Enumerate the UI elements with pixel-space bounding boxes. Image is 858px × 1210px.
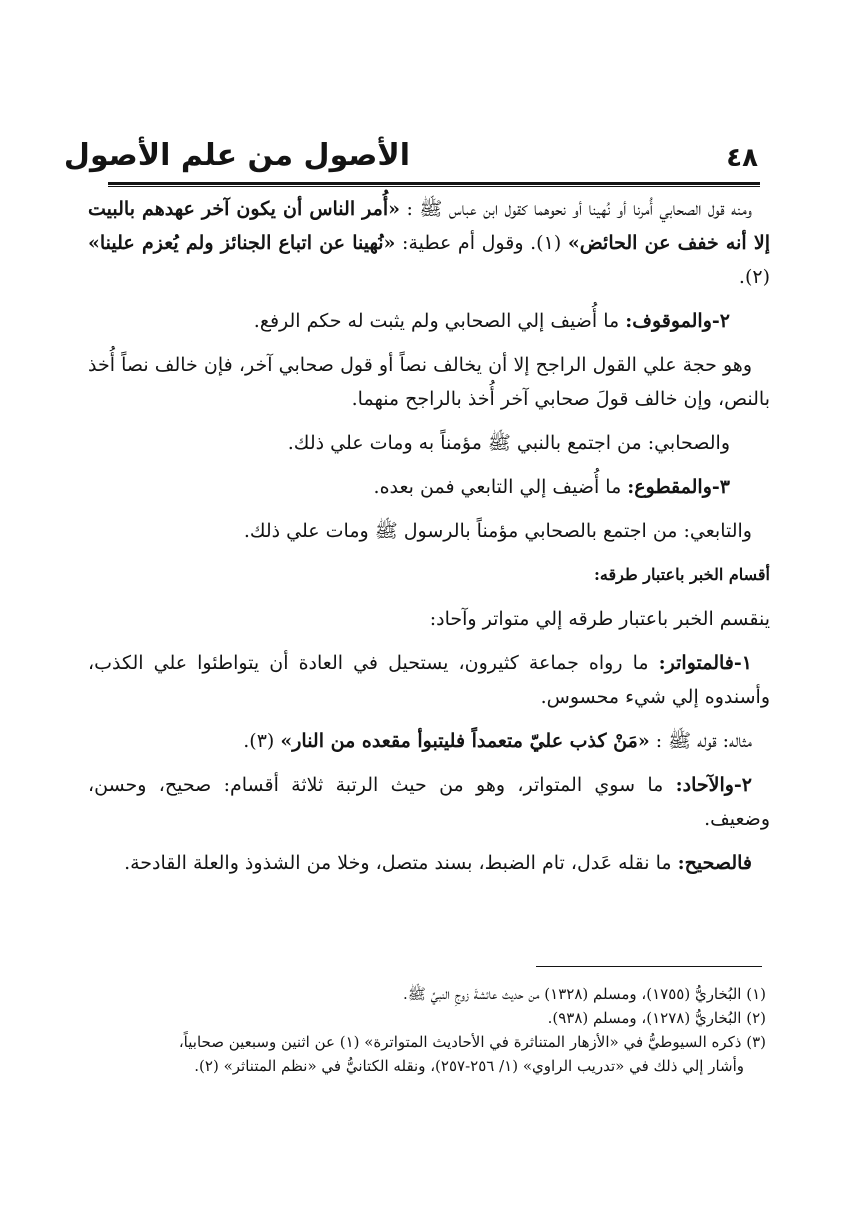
term-label: ٢-والآحاد: <box>675 774 752 796</box>
hadith-quote: «مَنْ كذب عليّ متعمداً فليتبوأ مقعده من النار» <box>280 730 650 752</box>
footnotes <box>90 982 766 1078</box>
paragraph-sahih: فالصحيح: ما نقله عَدل، تام الضبط، بسند متصل، وخلا من الشذوذ والعلة القادحة. <box>124 852 752 874</box>
paragraph-example: مثاله: قوله ﷺ : «مَنْ كذب عليّ متعمداً فليتبوأ مقعده من النار» (٣). <box>243 730 752 752</box>
term-label: ٢-والموقوف: <box>625 310 730 332</box>
main-text <box>88 192 770 890</box>
page-number: ٤٨ <box>726 143 758 173</box>
term-label: فالصحيح: <box>677 852 752 874</box>
running-title: الأصول من علم الأصول <box>63 138 410 173</box>
paragraph-division: ينقسم الخبر باعتبار طرقه إلي متواتر وآحاد: <box>429 608 770 630</box>
hadith-quote: «أُمر الناس أن يكون آخر عهدهم بالبيت إلا أنه خفف عن الحائض» <box>88 198 770 254</box>
footnote-divider <box>536 966 762 967</box>
footnote-3: (٣) ذكره السيوطيُّ في «الأزهار المتناثرة في الأحاديث المتواترة» (١) عن اثنين وسبعين صحابياً، <box>178 1033 766 1051</box>
paragraph-hujja: وهو حجة علي القول الراجح إلا أن يخالف نصاً أو قول صحابي آخر، فإن خالف نصاً أُخذ بالنص، وإن خالف قولَ صحابي آخر أُخذ بالراجح منهما. <box>88 354 770 410</box>
paragraph-mawquf: ٢-والموقوف: ما أُضيف إلي الصحابي ولم يثبت له حكم الرفع. <box>253 310 730 332</box>
paragraph-maqtu: ٣-والمقطوع: ما أُضيف إلي التابعي فمن بعده. <box>373 476 730 498</box>
paragraph-ahad: ٢-والآحاد: ما سوي المتواتر، وهو من حيث الرتبة ثلاثة أقسام: صحيح، وحسن، وضعيف. <box>88 774 770 830</box>
footnote-3-continuation: وأشار إلي ذلك في «تدريب الراوي» (١/ ٢٥٦-٢٥٧)، ونقله الكتانيُّ في «نظم المتناثر» (٢). <box>194 1057 744 1075</box>
paragraph-mutawatir: ١-فالمتواتر: ما رواه جماعة كثيرون، يستحيل في العادة أن يتواطئوا علي الكذب، وأسندوه إلي شيء محسوس. <box>88 652 770 708</box>
header-rule <box>108 182 760 185</box>
header-rule-thin <box>108 186 760 187</box>
term-label: ١-فالمتواتر: <box>658 652 752 674</box>
paragraph-sahabi-definition: والصحابي: من اجتمع بالنبي ﷺ مؤمناً به ومات علي ذلك. <box>287 432 730 454</box>
footnote-2: (٢) البُخاريُّ (١٢٧٨)، ومسلم (٩٣٨). <box>547 1009 766 1027</box>
paragraph-sahabi-statement: ومنه قول الصحابي أُمرنا أو نُهينا أو نحوهما كقول ابن عباس ﷺ : «أُمر الناس أن يكون آخر عهدهم بالبيت إلا أنه خفف عن الحائض» (١). وقول أم عطية: «نُهينا عن اتباع الجنائز ولم يُعزم علينا» (٢). <box>88 198 770 288</box>
term-label: ٣-والمقطوع: <box>627 476 730 498</box>
hadith-quote: «نُهينا عن اتباع الجنائز ولم يُعزم علينا» <box>88 232 396 254</box>
paragraph-tabii-definition: والتابعي: من اجتمع بالصحابي مؤمناً بالرسول ﷺ ومات علي ذلك. <box>243 520 752 542</box>
section-heading: أقسام الخبر باعتبار طرقه: <box>594 565 770 584</box>
footnote-1: (١) البُخاريُّ (١٧٥٥)، ومسلم (١٣٢٨) من حديث عائشةَ زوجِ النبيِّ ﷺ. <box>402 985 766 1003</box>
